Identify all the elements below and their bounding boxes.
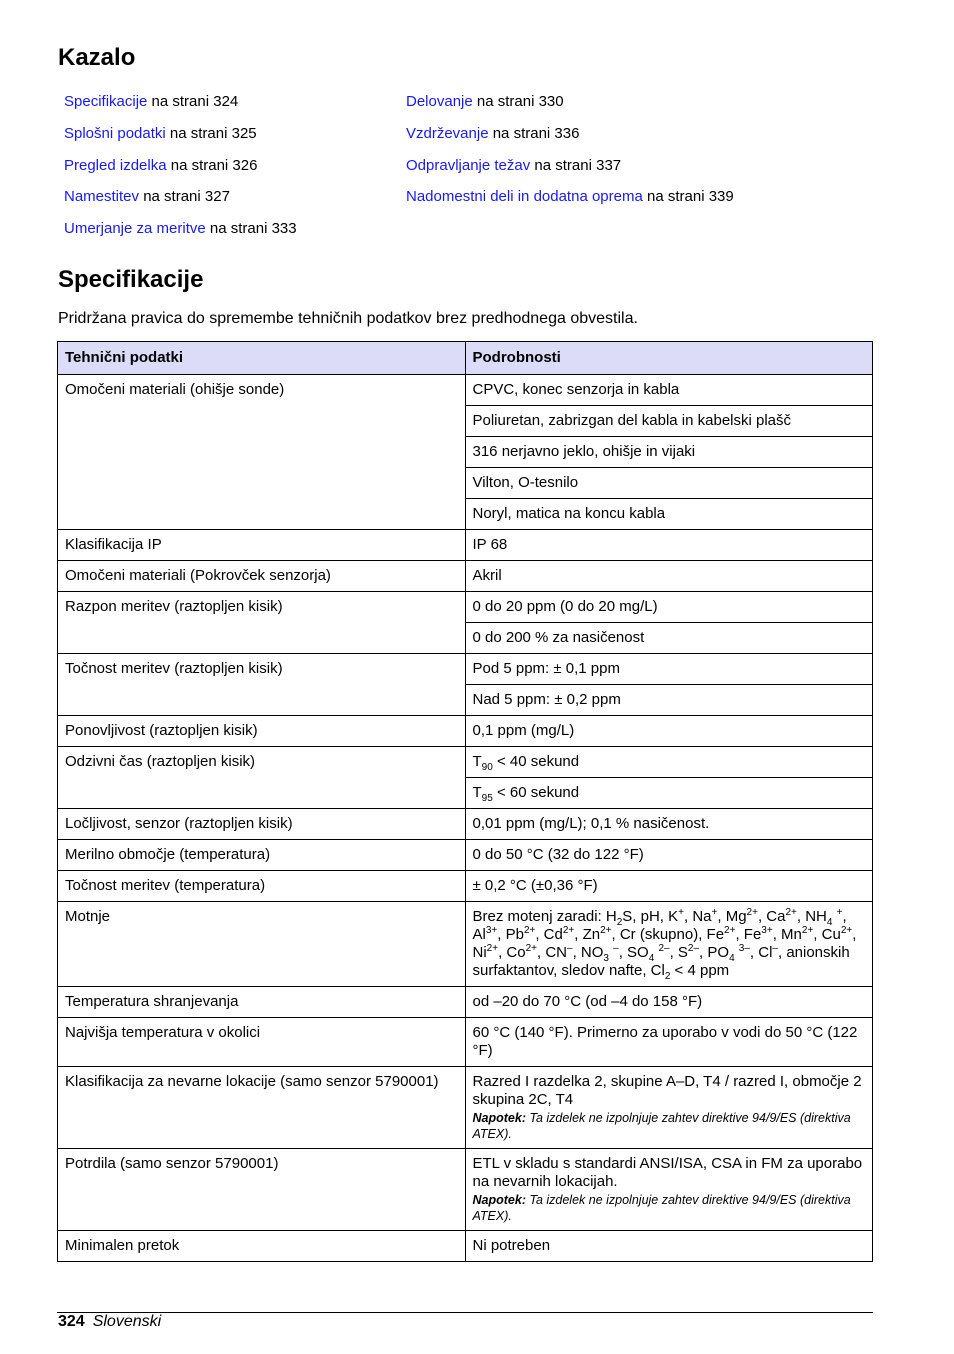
spec-value-text: Razred I razdelka 2, skupine A–D, T4 / razred I, območje 2 skupina 2C, T4 xyxy=(472,1073,862,1108)
toc-link[interactable]: Namestitev xyxy=(64,188,140,205)
toc-item-troubleshooting[interactable] xyxy=(406,157,621,174)
interferences-value: Brez motenj zaradi: $H_2S$, pH, K+, Na+, $Mg^{2+}$, $Ca^{2+}$, $NH_4$ +, $Al^{3+}$, $Pb^{2+}$, $Cd^{2+}$, $Zn^{2+}$, Cr (skupno), $Fe^{2+}$, $Fe^{3+}$, $Mn^{2+}$, $Cu^{2+}$, $Ni^{2+}$, $Co^{2+}$, CN–, $NO_3$ –, $SO_4$ $^{2-}$, $S^{2-}$, $PO_4$ $^{3-}$, Cl–, anionskih surfaktantov, sledov nafte, $Cl_2 < 4$ ppm xyxy=(465,902,873,987)
toc-page-ref: na strani 336 xyxy=(488,125,580,142)
spec-name: Ločljivost, senzor (raztopljen kisik) xyxy=(58,809,466,840)
t-subscript: 95 xyxy=(481,793,493,804)
spec-name: Temperatura shranjevanja xyxy=(58,987,466,1018)
spec-value-text: ETL v skladu s standardi ANSI/ISA, CSA in FM za uporabo na nevarnih lokacijah. xyxy=(472,1155,863,1190)
note-label: Napotek: xyxy=(472,1193,526,1207)
spec-value: CPVC, konec senzorja in kabla xyxy=(465,375,873,406)
spec-name: Merilno območje (temperatura) xyxy=(58,840,466,871)
spec-name: Razpon meritev (raztopljen kisik) xyxy=(58,592,466,654)
spec-value: ± 0,2 °C (±0,36 °F) xyxy=(465,871,873,902)
spec-value: 60 °C (140 °F). Primerno za uporabo v vodi do 50 °C (122 °F) xyxy=(465,1018,873,1067)
note-text: Ta izdelek ne izpolnjuje zahtev direktive 94/9/ES (direktiva ATEX). xyxy=(472,1193,851,1223)
spec-value: 0,01 ppm (mg/L); 0,1 % nasičenost. xyxy=(465,809,873,840)
table-row xyxy=(58,1067,873,1149)
spec-value: od –20 do 70 °C (od –4 do 158 °F) xyxy=(465,987,873,1018)
table-row xyxy=(58,375,873,406)
toc-item-operation[interactable] xyxy=(406,93,564,110)
spec-value: 0 do 50 °C (32 do 122 °F) xyxy=(465,840,873,871)
spec-name: Točnost meritev (temperatura) xyxy=(58,871,466,902)
column-header: Tehnični podatki xyxy=(58,342,466,375)
spec-value: 0 do 20 ppm (0 do 20 mg/L) xyxy=(465,592,873,623)
page-number: 324 xyxy=(58,1313,85,1330)
note-text: Ta izdelek ne izpolnjuje zahtev direktive 94/9/ES (direktiva ATEX). xyxy=(472,1111,851,1141)
toc-item-specifications[interactable] xyxy=(64,93,238,110)
table-row xyxy=(58,592,873,623)
specifications-table xyxy=(57,341,873,1262)
table-row xyxy=(58,840,873,871)
toc-item-parts-accessories[interactable] xyxy=(406,188,734,205)
toc-page-ref: na strani 330 xyxy=(472,93,564,110)
spec-name: Klasifikacija za nevarne lokacije (samo senzor 5790001) xyxy=(58,1067,466,1149)
toc-page-ref: na strani 326 xyxy=(166,157,258,174)
table-row xyxy=(58,747,873,778)
spec-value: Ni potreben xyxy=(465,1231,873,1262)
table-row xyxy=(58,654,873,685)
toc-page-ref: na strani 337 xyxy=(530,157,622,174)
toc-link[interactable]: Delovanje xyxy=(406,93,473,110)
note xyxy=(473,1192,866,1224)
spec-value: Noryl, matica na koncu kabla xyxy=(465,499,873,530)
toc-link[interactable]: Pregled izdelka xyxy=(64,157,167,174)
spec-name: Motnje xyxy=(58,902,466,987)
section-title: Specifikacije xyxy=(58,266,204,293)
toc-item-product-overview[interactable] xyxy=(64,157,257,174)
toc-page-ref: na strani 333 xyxy=(205,220,297,237)
spec-value xyxy=(465,1067,873,1149)
column-header: Podrobnosti xyxy=(465,342,873,375)
note xyxy=(473,1110,866,1142)
toc-item-calibration[interactable] xyxy=(64,220,297,237)
table-row xyxy=(58,716,873,747)
t-symbol: T xyxy=(472,784,482,801)
spec-name: Točnost meritev (raztopljen kisik) xyxy=(58,654,466,716)
spec-value xyxy=(465,747,873,778)
toc-page-ref: na strani 324 xyxy=(147,93,239,110)
spec-value: 316 nerjavno jeklo, ohišje in vijaki xyxy=(465,437,873,468)
page-footer xyxy=(58,1313,161,1331)
spec-value: Poliuretan, zabrizgan del kabla in kabelski plašč xyxy=(465,406,873,437)
footer-language: Slovenski xyxy=(92,1313,162,1330)
spec-value: 0,1 ppm (mg/L) xyxy=(465,716,873,747)
table-header-row xyxy=(58,342,873,375)
toc-link[interactable]: Odpravljanje težav xyxy=(406,157,531,174)
t-subscript: 90 xyxy=(481,762,493,773)
spec-value: Nad 5 ppm: ± 0,2 ppm xyxy=(465,685,873,716)
toc-page-ref: na strani 339 xyxy=(642,188,734,205)
table-row xyxy=(58,1018,873,1067)
footer-divider xyxy=(57,1312,873,1313)
spec-name: Ponovljivost (raztopljen kisik) xyxy=(58,716,466,747)
table-row xyxy=(58,809,873,840)
response-time: < 40 sekund xyxy=(496,753,580,770)
spec-name: Najvišja temperatura v okolici xyxy=(58,1018,466,1067)
table-row xyxy=(58,530,873,561)
spec-value xyxy=(465,778,873,809)
toc-title: Kazalo xyxy=(58,44,136,71)
t-symbol: T xyxy=(472,753,482,770)
spec-value: Akril xyxy=(465,561,873,592)
toc-item-general-info[interactable] xyxy=(64,125,257,142)
table-row xyxy=(58,561,873,592)
toc-link[interactable]: Umerjanje za meritve xyxy=(64,220,206,237)
spec-value: 0 do 200 % za nasičenost xyxy=(465,623,873,654)
table-row xyxy=(58,987,873,1018)
spec-value xyxy=(465,1149,873,1231)
spec-value: Vilton, O-tesnilo xyxy=(465,468,873,499)
spec-value: IP 68 xyxy=(465,530,873,561)
spec-name: Minimalen pretok xyxy=(58,1231,466,1262)
toc-page-ref: na strani 325 xyxy=(165,125,257,142)
toc-page-ref: na strani 327 xyxy=(139,188,230,205)
toc-item-installation[interactable] xyxy=(64,188,230,205)
intro-text: Pridržana pravica do spremembe tehničnih podatkov brez predhodnega obvestila. xyxy=(58,310,638,327)
table-row xyxy=(58,1231,873,1262)
toc-link[interactable]: Splošni podatki xyxy=(64,125,166,142)
spec-name: Omočeni materiali (Pokrovček senzorja) xyxy=(58,561,466,592)
toc-link[interactable]: Vzdrževanje xyxy=(406,125,489,142)
spec-name: Klasifikacija IP xyxy=(58,530,466,561)
spec-name: Omočeni materiali (ohišje sonde) xyxy=(58,375,466,530)
toc-link[interactable]: Nadomestni deli in dodatna oprema xyxy=(406,188,643,205)
toc-link[interactable]: Specifikacije xyxy=(64,93,148,110)
spec-name: Potrdila (samo senzor 5790001) xyxy=(58,1149,466,1231)
spec-value: Pod 5 ppm: ± 0,1 ppm xyxy=(465,654,873,685)
table-row xyxy=(58,871,873,902)
toc-item-maintenance[interactable] xyxy=(406,125,579,142)
table-row xyxy=(58,1149,873,1231)
note-label: Napotek: xyxy=(472,1111,526,1125)
response-time: < 60 sekund xyxy=(496,784,580,801)
table-row xyxy=(58,902,873,987)
spec-name: Odzivni čas (raztopljen kisik) xyxy=(58,747,466,809)
